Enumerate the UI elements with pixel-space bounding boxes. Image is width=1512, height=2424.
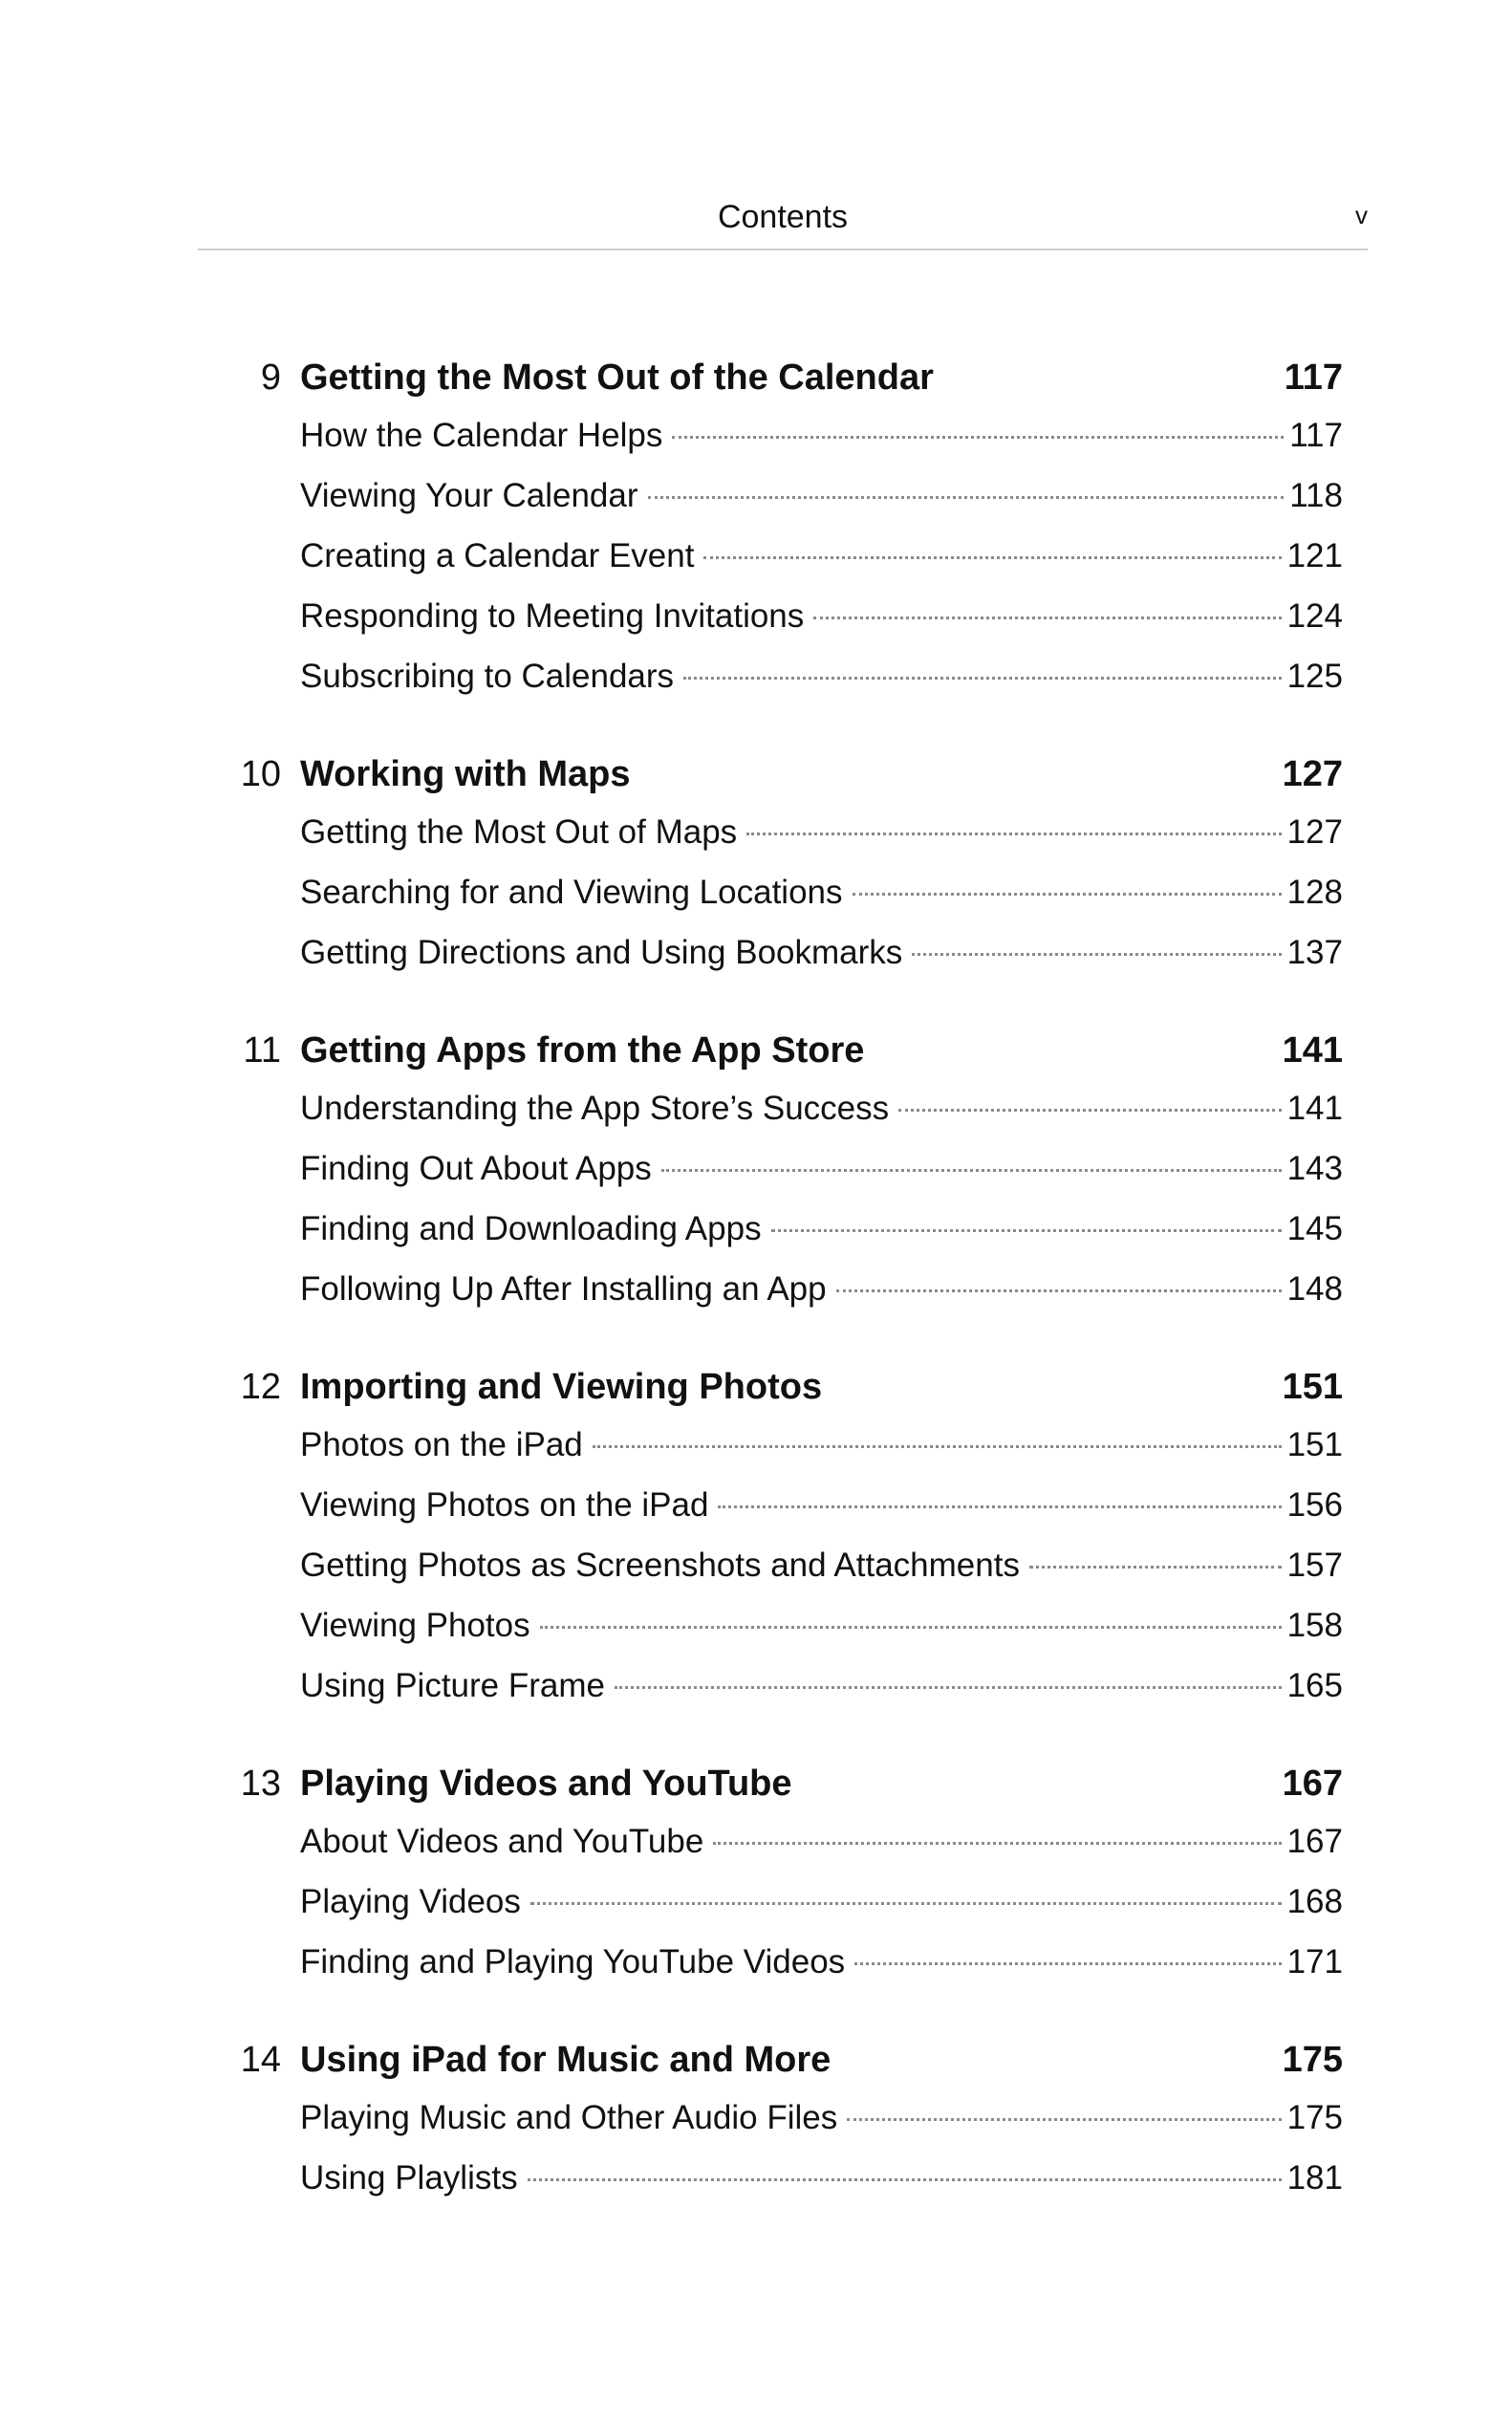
dot-leader	[593, 1445, 1282, 1448]
entry-page-number: 128	[1286, 874, 1343, 911]
dot-leader	[540, 1626, 1282, 1629]
toc-entry[interactable]	[300, 1090, 1343, 1150]
chapter-9	[220, 357, 1343, 718]
chapter-number: 13	[240, 1764, 281, 1804]
toc-entry[interactable]	[300, 1667, 1343, 1727]
entry-page-number: 148	[1286, 1270, 1343, 1308]
entry-title: Subscribing to Calendars	[300, 658, 675, 695]
entry-page-number: 127	[1286, 813, 1343, 851]
toc-entry[interactable]	[300, 813, 1343, 874]
entry-title: Understanding the App Store’s Success	[300, 1090, 890, 1127]
chapter-title: Using iPad for Music and More	[300, 2040, 832, 2080]
toc-entry[interactable]	[300, 1883, 1343, 1943]
section-list	[220, 417, 1343, 718]
entry-title: Finding and Downloading Apps	[300, 1210, 762, 1247]
entry-title: Viewing Photos on the iPad	[300, 1486, 709, 1524]
entry-title: Finding and Playing YouTube Videos	[300, 1943, 846, 1980]
chapter-heading[interactable]	[220, 1030, 1343, 1090]
toc-entry[interactable]	[300, 2099, 1343, 2159]
toc-entry[interactable]	[300, 874, 1343, 934]
entry-title: Using Playlists	[300, 2159, 518, 2197]
chapter-number: 9	[260, 357, 281, 398]
entry-page-number: 137	[1286, 934, 1343, 971]
chapter-14	[220, 2040, 1343, 2219]
dot-leader	[1029, 1566, 1282, 1569]
entry-page-number: 168	[1286, 1883, 1343, 1920]
chapter-title: Working with Maps	[300, 754, 631, 794]
chapter-heading[interactable]	[220, 357, 1343, 417]
chapter-title: Importing and Viewing Photos	[300, 1367, 823, 1407]
running-head	[198, 187, 1368, 250]
entry-title: Creating a Calendar Event	[300, 537, 695, 574]
entry-title: Playing Videos	[300, 1883, 521, 1920]
chapter-number: 12	[240, 1367, 281, 1407]
chapter-page-number: 175	[1282, 2040, 1343, 2080]
entry-page-number: 117	[1289, 417, 1343, 454]
entry-page-number: 157	[1286, 1547, 1343, 1584]
dot-leader	[528, 2178, 1282, 2181]
entry-page-number: 121	[1286, 537, 1343, 574]
chapter-10	[220, 754, 1343, 994]
dot-leader	[836, 1289, 1282, 1292]
chapter-heading[interactable]	[220, 2040, 1343, 2099]
chapter-heading[interactable]	[220, 1367, 1343, 1426]
chapter-heading[interactable]	[220, 1764, 1343, 1823]
chapter-page-number: 151	[1282, 1367, 1343, 1407]
entry-page-number: 175	[1286, 2099, 1343, 2136]
entry-page-number: 156	[1286, 1486, 1343, 1524]
dot-leader	[672, 436, 1284, 439]
chapter-title: Playing Videos and YouTube	[300, 1764, 792, 1804]
entry-title: Using Picture Frame	[300, 1667, 605, 1704]
section-list	[220, 1823, 1343, 2003]
section-list	[220, 1426, 1343, 1727]
chapter-heading[interactable]	[220, 754, 1343, 813]
dot-leader	[718, 1505, 1281, 1508]
entry-page-number: 171	[1286, 1943, 1343, 1980]
entry-title: Photos on the iPad	[300, 1426, 583, 1463]
entry-title: Searching for and Viewing Locations	[300, 874, 843, 911]
entry-title: Getting Directions and Using Bookmarks	[300, 934, 903, 971]
dot-leader	[703, 556, 1281, 559]
toc-entry[interactable]	[300, 417, 1343, 477]
dot-leader	[661, 1169, 1282, 1172]
chapter-page-number: 167	[1282, 1764, 1343, 1804]
toc-entry[interactable]	[300, 1547, 1343, 1607]
chapter-11	[220, 1030, 1343, 1331]
toc-entry[interactable]	[300, 477, 1343, 537]
entry-page-number: 158	[1286, 1607, 1343, 1644]
entry-title: Playing Music and Other Audio Files	[300, 2099, 838, 2136]
dot-leader	[853, 893, 1282, 896]
dot-leader	[898, 1109, 1281, 1112]
entry-title: Finding Out About Apps	[300, 1150, 652, 1187]
chapter-page-number: 117	[1284, 357, 1343, 398]
entry-page-number: 181	[1286, 2159, 1343, 2197]
entry-page-number: 167	[1286, 1823, 1343, 1860]
entry-page-number: 145	[1286, 1210, 1343, 1247]
toc-entry[interactable]	[300, 1210, 1343, 1270]
chapter-page-number: 127	[1282, 754, 1343, 794]
entry-title: About Videos and YouTube	[300, 1823, 704, 1860]
dot-leader	[771, 1229, 1282, 1232]
toc-entry[interactable]	[300, 537, 1343, 597]
section-list	[220, 2099, 1343, 2219]
toc-entry[interactable]	[300, 1486, 1343, 1547]
page-number: v	[1355, 201, 1368, 229]
dot-leader	[683, 677, 1282, 680]
toc-entry[interactable]	[300, 1270, 1343, 1331]
dot-leader	[813, 617, 1281, 619]
entry-page-number: 124	[1286, 597, 1343, 635]
toc-entry[interactable]	[300, 1823, 1343, 1883]
toc-entry[interactable]	[300, 1943, 1343, 2003]
toc-entry[interactable]	[300, 1607, 1343, 1667]
entry-title: Following Up After Installing an App	[300, 1270, 827, 1308]
toc-entry[interactable]	[300, 1426, 1343, 1486]
chapter-12	[220, 1367, 1343, 1727]
entry-page-number: 151	[1286, 1426, 1343, 1463]
entry-title: Viewing Photos	[300, 1607, 530, 1644]
dot-leader	[648, 496, 1285, 499]
table-of-contents	[220, 357, 1343, 2256]
entry-title: Responding to Meeting Invitations	[300, 597, 805, 635]
dot-leader	[615, 1686, 1282, 1689]
dot-leader	[746, 833, 1281, 835]
entry-page-number: 125	[1286, 658, 1343, 695]
entry-title: Getting the Most Out of Maps	[300, 813, 738, 851]
chapter-number: 11	[243, 1030, 281, 1071]
section-list	[220, 1090, 1343, 1331]
entry-title: How the Calendar Helps	[300, 417, 663, 454]
dot-leader	[713, 1842, 1281, 1845]
entry-page-number: 141	[1286, 1090, 1343, 1127]
page-title: Contents	[717, 199, 849, 235]
entry-title: Viewing Your Calendar	[300, 477, 638, 514]
dot-leader	[847, 2118, 1281, 2121]
toc-entry[interactable]	[300, 934, 1343, 994]
entry-title: Getting Photos as Screenshots and Attachments	[300, 1547, 1020, 1584]
toc-entry[interactable]	[300, 658, 1343, 718]
entry-page-number: 118	[1289, 477, 1343, 514]
chapter-number: 10	[240, 754, 281, 794]
dot-leader	[530, 1902, 1282, 1905]
section-list	[220, 813, 1343, 994]
chapter-page-number: 141	[1282, 1030, 1343, 1071]
chapter-title: Getting Apps from the App Store	[300, 1030, 865, 1071]
chapter-number: 14	[240, 2040, 281, 2080]
entry-page-number: 165	[1286, 1667, 1343, 1704]
dot-leader	[854, 1962, 1281, 1965]
entry-page-number: 143	[1286, 1150, 1343, 1187]
toc-entry[interactable]	[300, 2159, 1343, 2219]
toc-entry[interactable]	[300, 597, 1343, 658]
toc-entry[interactable]	[300, 1150, 1343, 1210]
chapter-title: Getting the Most Out of the Calendar	[300, 357, 934, 398]
chapter-13	[220, 1764, 1343, 2003]
dot-leader	[912, 953, 1281, 956]
